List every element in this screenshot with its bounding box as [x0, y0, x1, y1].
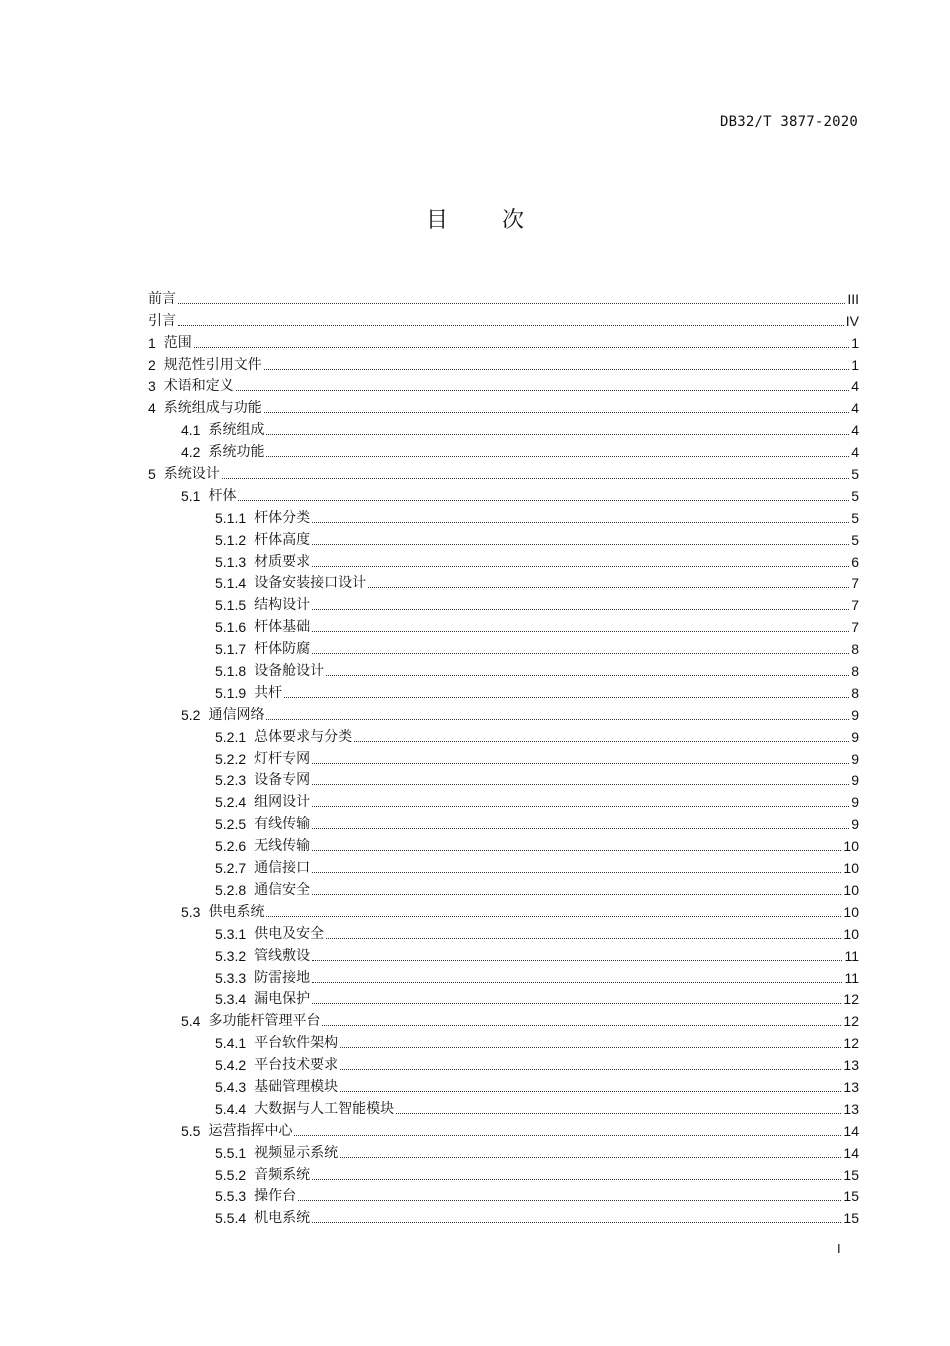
toc-entry-label: 无线传输 — [254, 838, 311, 855]
toc-entry-number: 5 — [148, 466, 156, 483]
dot-leader — [294, 1134, 841, 1136]
toc-entry-page: 12 — [843, 1035, 859, 1052]
toc-entry-label: 运营指挥中心 — [208, 1122, 293, 1139]
toc-entry[interactable] — [148, 789, 859, 811]
toc-entry-page: 10 — [843, 925, 859, 942]
toc-entry-page: 11 — [844, 969, 859, 986]
toc-entry[interactable] — [148, 395, 859, 417]
toc-entry-label: 范围 — [163, 334, 192, 351]
toc-entry[interactable] — [148, 724, 859, 746]
table-of-contents — [148, 286, 859, 1227]
dot-leader — [312, 565, 849, 567]
toc-entry-label: 设备舱设计 — [254, 663, 325, 680]
toc-entry-label: 杆体防腐 — [254, 641, 311, 658]
dot-leader — [340, 1090, 841, 1092]
toc-entry-label: 通信接口 — [254, 860, 311, 877]
toc-entry-label: 平台技术要求 — [254, 1057, 339, 1074]
toc-entry-label: 通信安全 — [254, 881, 311, 898]
toc-entry-page: 10 — [843, 881, 859, 898]
toc-entry[interactable] — [148, 921, 859, 943]
dot-leader — [312, 608, 849, 610]
toc-entry[interactable] — [148, 680, 859, 702]
toc-entry-page: 8 — [851, 641, 859, 658]
toc-entry-label: 通信网络 — [208, 706, 265, 723]
dot-leader — [222, 477, 849, 479]
toc-entry-label: 视频显示系统 — [254, 1144, 339, 1161]
toc-entry[interactable] — [148, 505, 859, 527]
dot-leader — [312, 783, 849, 785]
toc-entry-label: 前言 — [148, 290, 176, 307]
toc-entry-page: 13 — [843, 1100, 859, 1117]
dot-leader — [312, 543, 849, 545]
toc-entry-page: 8 — [851, 684, 859, 701]
toc-entry-number: 5.2.8 — [215, 881, 247, 898]
dot-leader — [340, 1046, 841, 1048]
toc-entry[interactable] — [148, 987, 859, 1009]
toc-entry-number: 5.3.1 — [215, 925, 247, 942]
dot-leader — [312, 1178, 841, 1180]
toc-entry-page: 4 — [851, 400, 859, 417]
toc-entry[interactable] — [148, 549, 859, 571]
dot-leader — [368, 586, 849, 588]
toc-entry-page: 1 — [851, 334, 859, 351]
toc-entry-label: 规范性引用文件 — [163, 356, 262, 373]
toc-entry[interactable] — [148, 614, 859, 636]
toc-entry-page: 7 — [851, 619, 859, 636]
toc-entry-page: 12 — [843, 991, 859, 1008]
toc-entry-label: 基础管理模块 — [254, 1078, 339, 1095]
document-code: DB32/T 3877-2020 — [719, 114, 858, 130]
dot-leader — [340, 1068, 841, 1070]
toc-entry-label: 杆体 — [208, 487, 237, 504]
toc-entry-label: 组网设计 — [254, 794, 311, 811]
toc-entry-label: 大数据与人工智能模块 — [254, 1100, 395, 1117]
dot-leader — [312, 652, 849, 654]
toc-entry-page: 9 — [851, 728, 859, 745]
toc-entry-page: 5 — [851, 466, 859, 483]
title-char-1: 目 — [425, 208, 448, 233]
toc-entry[interactable] — [148, 1008, 859, 1030]
toc-entry-label: 设备安装接口设计 — [254, 575, 367, 592]
toc-entry-number: 5.2.7 — [215, 860, 247, 877]
toc-entry-number: 5.1.7 — [215, 641, 247, 658]
toc-entry-page: 9 — [851, 816, 859, 833]
dot-leader — [178, 302, 845, 304]
toc-entry-page: 5 — [851, 531, 859, 548]
toc-entry-label: 术语和定义 — [163, 378, 234, 395]
toc-entry-number: 5.4 — [181, 1013, 201, 1030]
toc-entry-label: 结构设计 — [254, 597, 311, 614]
toc-entry[interactable] — [148, 746, 859, 768]
toc-entry[interactable] — [148, 965, 859, 987]
toc-entry[interactable] — [148, 461, 859, 483]
toc-entry-label: 共杆 — [254, 684, 283, 701]
toc-entry-number: 1 — [148, 334, 156, 351]
toc-entry-page: 13 — [843, 1057, 859, 1074]
toc-entry-label: 管线敷设 — [254, 947, 311, 964]
dot-leader — [312, 871, 841, 873]
dot-leader — [312, 1002, 841, 1004]
toc-entry-number: 5.1 — [181, 487, 201, 504]
toc-entry-page: 7 — [851, 575, 859, 592]
dot-leader — [312, 805, 849, 807]
toc-entry-label: 灯杆专网 — [254, 750, 311, 767]
toc-entry[interactable] — [148, 417, 859, 439]
toc-entry[interactable] — [148, 1162, 859, 1184]
dot-leader — [312, 762, 849, 764]
toc-entry-label: 系统组成与功能 — [163, 400, 262, 417]
toc-entry-number: 5.4.3 — [215, 1078, 247, 1095]
toc-entry[interactable] — [148, 1096, 859, 1118]
toc-entry[interactable] — [148, 833, 859, 855]
toc-entry[interactable] — [148, 352, 859, 374]
toc-entry-number: 5.5.1 — [215, 1144, 247, 1161]
toc-entry-number: 5.2.5 — [215, 816, 247, 833]
dot-leader — [284, 696, 849, 698]
toc-entry-number: 5.1.5 — [215, 597, 247, 614]
toc-entry[interactable] — [148, 1052, 859, 1074]
toc-entry-page: 10 — [843, 838, 859, 855]
toc-entry[interactable] — [148, 943, 859, 965]
toc-entry-number: 5.1.1 — [215, 509, 247, 526]
toc-entry-label: 漏电保护 — [254, 991, 311, 1008]
toc-entry[interactable] — [148, 855, 859, 877]
dot-leader — [326, 674, 849, 676]
toc-entry-label: 机电系统 — [254, 1210, 311, 1227]
dot-leader — [326, 937, 841, 939]
toc-entry-label: 材质要求 — [254, 553, 311, 570]
toc-entry-page: 4 — [851, 444, 859, 461]
toc-entry-label: 音频系统 — [254, 1166, 311, 1183]
toc-entry-page: 4 — [851, 378, 859, 395]
toc-entry[interactable] — [148, 1074, 859, 1096]
dot-leader — [264, 411, 849, 413]
toc-entry-page: 9 — [851, 794, 859, 811]
toc-entry-number: 5.1.2 — [215, 531, 247, 548]
toc-entry-label: 设备专网 — [254, 772, 311, 789]
toc-entry[interactable] — [148, 483, 859, 505]
toc-entry-page: 9 — [851, 706, 859, 723]
toc-entry[interactable] — [148, 811, 859, 833]
dot-leader — [264, 368, 849, 370]
toc-entry-page: III — [847, 290, 859, 307]
toc-entry-page: 4 — [851, 422, 859, 439]
toc-entry-number: 4 — [148, 400, 156, 417]
toc-entry-number: 3 — [148, 378, 156, 395]
toc-entry[interactable] — [148, 330, 859, 352]
dot-leader — [266, 455, 849, 457]
toc-entry-label: 杆体高度 — [254, 531, 311, 548]
dot-leader — [312, 959, 842, 961]
toc-entry-number: 5.2.1 — [215, 728, 247, 745]
toc-entry-number: 5.2.2 — [215, 750, 247, 767]
dot-leader — [178, 324, 844, 326]
dot-leader — [312, 630, 849, 632]
toc-entry-number: 5.4.1 — [215, 1035, 247, 1052]
dot-leader — [340, 1156, 841, 1158]
toc-entry-page: 15 — [843, 1210, 859, 1227]
toc-entry-label: 引言 — [148, 312, 176, 329]
toc-entry[interactable] — [148, 702, 859, 724]
toc-entry-page: 12 — [843, 1013, 859, 1030]
toc-entry[interactable] — [148, 527, 859, 549]
toc-entry-page: 10 — [843, 860, 859, 877]
dot-leader — [312, 849, 841, 851]
toc-entry-label: 杆体基础 — [254, 619, 311, 636]
page-title — [0, 203, 950, 234]
dot-leader — [194, 346, 849, 348]
toc-entry[interactable] — [148, 308, 859, 330]
toc-entry-number: 5.3.4 — [215, 991, 247, 1008]
toc-entry-label: 操作台 — [254, 1188, 297, 1205]
dot-leader — [312, 893, 841, 895]
toc-entry-page: 9 — [851, 772, 859, 789]
toc-entry[interactable] — [148, 1118, 859, 1140]
toc-entry-number: 5.2.4 — [215, 794, 247, 811]
toc-entry-number: 5.5.2 — [215, 1166, 247, 1183]
toc-entry-number: 5.1.8 — [215, 663, 247, 680]
toc-entry-label: 防雷接地 — [254, 969, 311, 986]
dot-leader — [312, 1221, 841, 1223]
toc-entry-number: 4.2 — [181, 444, 201, 461]
toc-entry-page: 6 — [851, 553, 859, 570]
dot-leader — [312, 827, 849, 829]
toc-entry-number: 5.1.4 — [215, 575, 247, 592]
title-char-2: 次 — [502, 208, 525, 233]
toc-entry[interactable] — [148, 1140, 859, 1162]
toc-entry[interactable] — [148, 1184, 859, 1206]
toc-entry-number: 5.5.4 — [215, 1210, 247, 1227]
toc-entry[interactable] — [148, 768, 859, 790]
toc-entry[interactable] — [148, 374, 859, 396]
toc-entry-number: 5.1.9 — [215, 684, 247, 701]
toc-entry-number: 4.1 — [181, 422, 201, 439]
toc-entry[interactable] — [148, 286, 859, 308]
toc-entry-page: 8 — [851, 663, 859, 680]
toc-entry-label: 多功能杆管理平台 — [208, 1013, 321, 1030]
page-number: I — [837, 1241, 841, 1256]
toc-entry-label: 杆体分类 — [254, 509, 311, 526]
toc-entry[interactable] — [148, 571, 859, 593]
toc-entry-page: 7 — [851, 597, 859, 614]
toc-entry-label: 平台软件架构 — [254, 1035, 339, 1052]
toc-entry-number: 5.4.2 — [215, 1057, 247, 1074]
toc-entry-page: 14 — [843, 1144, 859, 1161]
toc-entry-page: IV — [845, 312, 859, 329]
toc-entry[interactable] — [148, 658, 859, 680]
toc-entry-number: 2 — [148, 356, 156, 373]
toc-entry-page: 15 — [843, 1188, 859, 1205]
dot-leader — [266, 718, 849, 720]
toc-entry[interactable] — [148, 877, 859, 899]
toc-entry[interactable] — [148, 636, 859, 658]
dot-leader — [236, 389, 849, 391]
toc-entry-page: 13 — [843, 1078, 859, 1095]
toc-entry-page: 11 — [844, 947, 859, 964]
toc-entry-label: 系统功能 — [208, 444, 265, 461]
toc-entry-number: 5.2.3 — [215, 772, 247, 789]
dot-leader — [354, 740, 849, 742]
dot-leader — [312, 981, 842, 983]
toc-entry-page: 15 — [843, 1166, 859, 1183]
toc-entry[interactable] — [148, 1205, 859, 1227]
toc-entry-number: 5.5.3 — [215, 1188, 247, 1205]
toc-entry-page: 1 — [851, 356, 859, 373]
toc-entry-number: 5.1.6 — [215, 619, 247, 636]
dot-leader — [396, 1112, 841, 1114]
toc-entry-number: 5.4.4 — [215, 1100, 247, 1117]
toc-entry-page: 9 — [851, 750, 859, 767]
toc-entry[interactable] — [148, 899, 859, 921]
toc-entry[interactable] — [148, 439, 859, 461]
toc-entry-page: 5 — [851, 509, 859, 526]
dot-leader — [298, 1199, 841, 1201]
toc-entry-number: 5.2 — [181, 706, 201, 723]
toc-entry-number: 5.3 — [181, 903, 201, 920]
dot-leader — [322, 1024, 841, 1026]
toc-entry-number: 5.2.6 — [215, 838, 247, 855]
dot-leader — [266, 915, 841, 917]
dot-leader — [266, 433, 849, 435]
toc-entry-label: 供电系统 — [208, 903, 265, 920]
toc-entry-number: 5.5 — [181, 1122, 201, 1139]
toc-entry-label: 有线传输 — [254, 816, 311, 833]
toc-entry-page: 5 — [851, 487, 859, 504]
toc-entry-page: 14 — [843, 1122, 859, 1139]
toc-entry-number: 5.1.3 — [215, 553, 247, 570]
toc-entry-number: 5.3.3 — [215, 969, 247, 986]
toc-entry[interactable] — [148, 592, 859, 614]
toc-entry-label: 总体要求与分类 — [254, 728, 353, 745]
toc-entry[interactable] — [148, 1030, 859, 1052]
toc-entry-label: 供电及安全 — [254, 925, 325, 942]
dot-leader — [238, 499, 849, 501]
toc-entry-label: 系统组成 — [208, 422, 265, 439]
toc-entry-page: 10 — [843, 903, 859, 920]
toc-entry-number: 5.3.2 — [215, 947, 247, 964]
dot-leader — [312, 521, 849, 523]
toc-entry-label: 系统设计 — [163, 466, 220, 483]
